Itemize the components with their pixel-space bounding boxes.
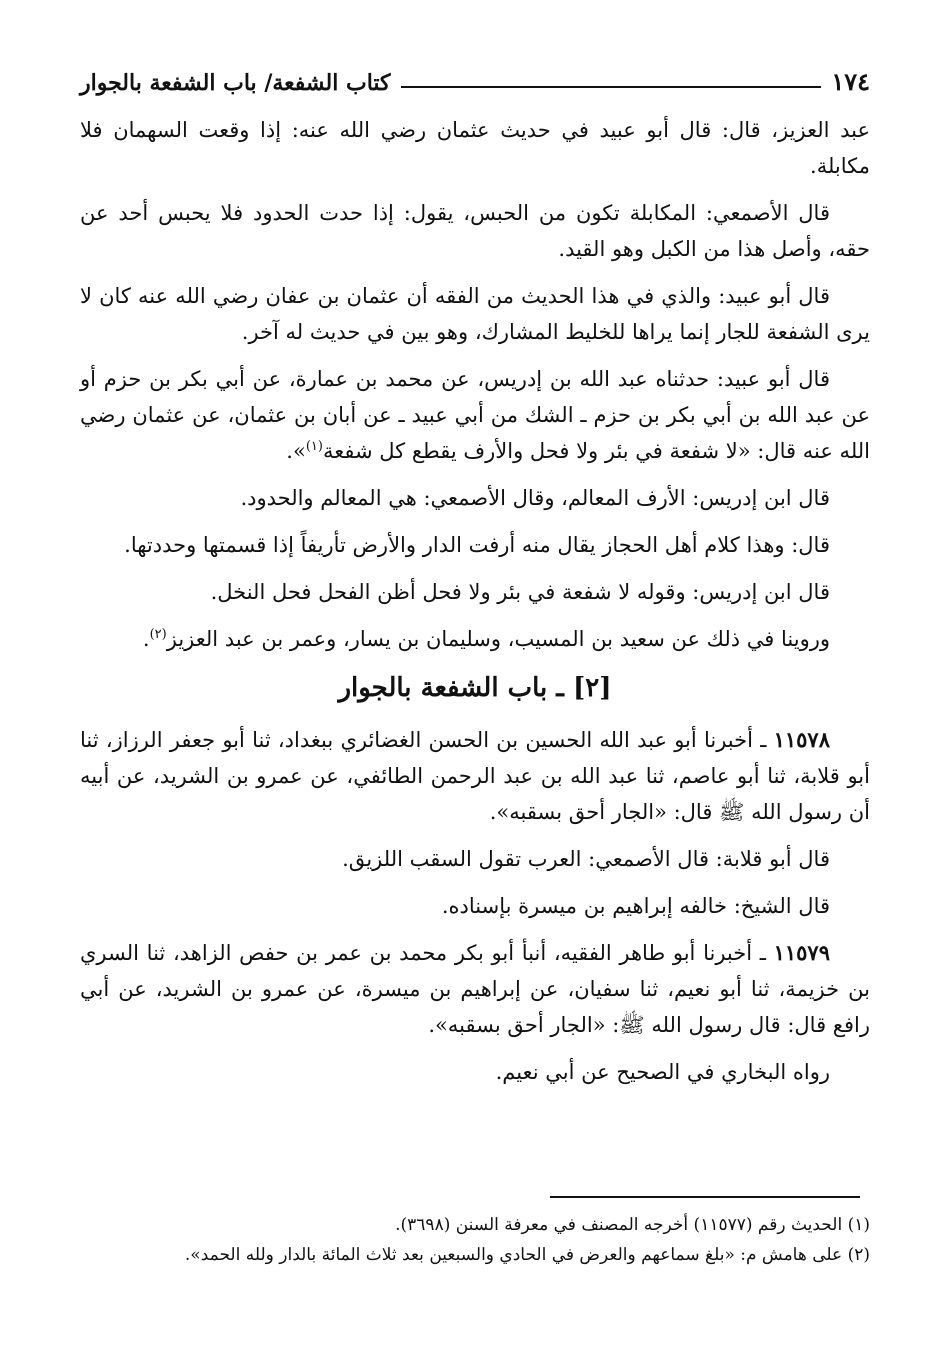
paragraph: قال أبو عبيد: والذي في هذا الحديث من الفقه أن عثمان بن عفان رضي الله عنه كان لا يرى الشفعة للجار إنما يراها للخليط المشارك، وهو بين في حديث له آخر. xyxy=(80,284,870,344)
paragraph xyxy=(80,621,870,657)
footnote-rule xyxy=(550,1196,860,1198)
hadith-entry xyxy=(80,722,870,830)
page-body xyxy=(80,112,870,1101)
hadith-text: ـ أخبرنا أبو طاهر الفقيه، أنبأ أبو بكر محمد بن عمر بن حفص الزاهد، ثنا السري بن خزيمة، ثنا أبو نعيم، ثنا سفيان، عن إبراهيم بن ميسرة، عن عمرو بن الشريد، عن أبي رافع قال: قال رسول الله ﷺ: «الجار أحق بسقبه». xyxy=(80,941,870,1037)
paragraph-text: وروينا في ذلك عن سعيد بن المسيب، وسليمان بن يسار، وعمر بن عبد العزيز xyxy=(166,627,830,651)
page-header xyxy=(80,60,870,100)
paragraph: قال الأصمعي: المكابلة تكون من الحبس، يقول: إذا حدت الحدود فلا يحبس أحد عن حقه، وأصل هذا من الكبل وهو القيد. xyxy=(80,201,870,261)
paragraph: قال ابن إدريس: الأرف المعالم، وقال الأصمعي: هي المعالم والحدود. xyxy=(240,486,830,510)
paragraph: قال: وهذا كلام أهل الحجاز يقال منه أرفت الدار والأرض تأريفاً إذا قسمتها وحددتها. xyxy=(124,533,830,557)
footnote-marker: (٢) xyxy=(149,627,167,642)
paragraph-tail: . xyxy=(142,627,150,651)
paragraph-tail: ». xyxy=(286,439,306,463)
paragraph xyxy=(80,361,870,469)
footnote: (١) الحديث رقم (١١٥٧٧) أخرجه المصنف في معرفة السنن (٣٦٩٨). xyxy=(395,1215,870,1235)
paragraph: قال ابن إدريس: وقوله لا شفعة في بئر ولا فحل أظن الفحل فحل النخل. xyxy=(210,580,830,604)
footnote-marker: (١) xyxy=(305,439,323,454)
hadith-number: ١١٥٧٩ xyxy=(773,940,830,965)
footnote: (٢) على هامش م: «بلغ سماعهم والعرض في الحادي والسبعين بعد ثلاث المائة بالدار ولله الحمد». xyxy=(184,1245,870,1265)
page-number: ١٧٤ xyxy=(831,67,870,96)
hadith-entry xyxy=(80,935,870,1043)
section-heading: [٢] ـ باب الشفعة بالجوار xyxy=(338,673,612,703)
footnotes xyxy=(80,1210,870,1270)
paragraph: رواه البخاري في الصحيح عن أبي نعيم. xyxy=(495,1060,830,1084)
paragraph: قال أبو قلابة: قال الأصمعي: العرب تقول السقب اللزيق. xyxy=(342,847,830,871)
hadith-number: ١١٥٧٨ xyxy=(773,727,830,752)
running-title: كتاب الشفعة/ باب الشفعة بالجوار xyxy=(80,70,391,96)
paragraph-text: قال أبو عبيد: حدثناه عبد الله بن إدريس، عن محمد بن عمارة، عن أبي بكر بن حزم أو عن عبد الله بن أبي بكر بن حزم ـ الشك من أبي عبيد ـ عن أبان بن عثمان، عن عثمان رضي الله عنه قال: «لا شفعة في بئر ولا فحل والأرف يقطع كل شفعة xyxy=(80,367,870,463)
paragraph: عبد العزيز، قال: قال أبو عبيد في حديث عثمان رضي الله عنه: إذا وقعت السهمان فلا مكابلة. xyxy=(80,118,870,178)
hadith-text: ـ أخبرنا أبو عبد الله الحسين بن الحسن الغضائري ببغداد، ثنا أبو جعفر الرزاز، ثنا أبو قلابة، ثنا أبو عاصم، ثنا عبد الله بن عبد الرحمن الطائفي، عن عمرو بن الشريد، عن أبيه أن رسول الله ﷺ قال: «الجار أحق بسقبه». xyxy=(80,728,870,824)
header-rule xyxy=(401,86,822,88)
paragraph: قال الشيخ: خالفه إبراهيم بن ميسرة بإسناده. xyxy=(441,894,830,918)
